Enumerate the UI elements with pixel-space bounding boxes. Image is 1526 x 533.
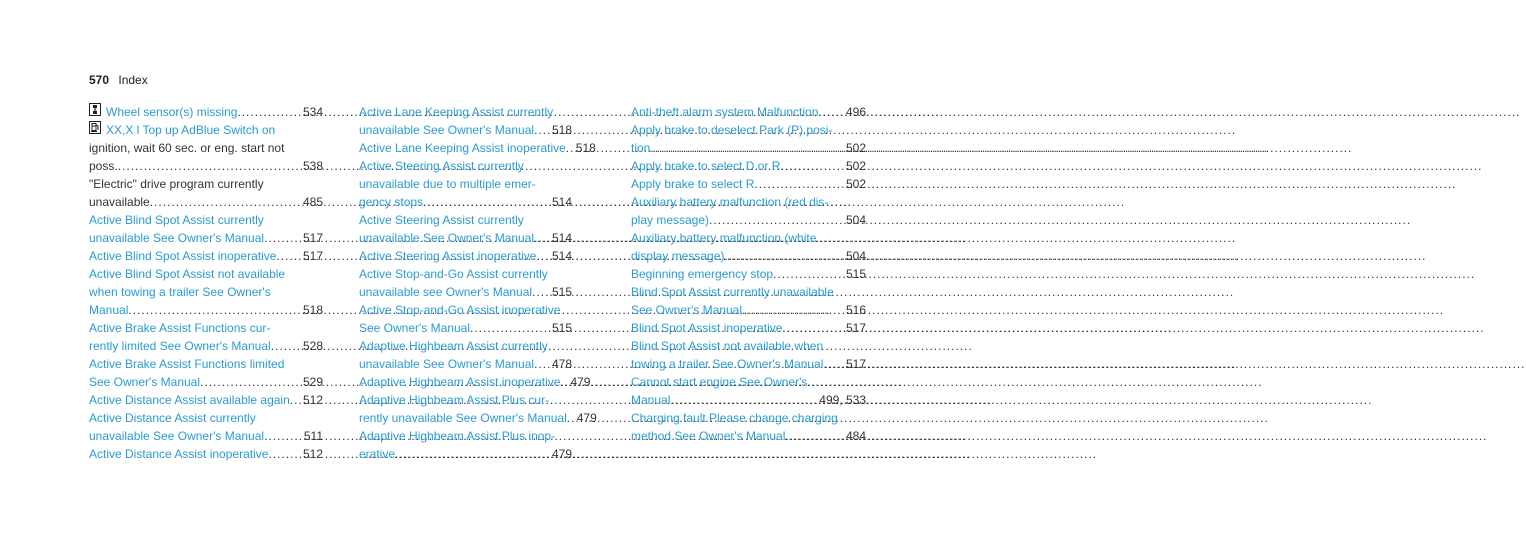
index-entry-text[interactable]: See Owner's Manual bbox=[89, 375, 201, 389]
index-entry-text[interactable]: Active Steering Assist inoperative bbox=[359, 249, 537, 263]
index-entry-text[interactable]: Active Steering Assist currently bbox=[359, 159, 524, 173]
index-entry-line bbox=[359, 247, 572, 265]
index-entry-line bbox=[631, 211, 866, 229]
index-entry-line bbox=[89, 319, 323, 337]
index-entry-text[interactable]: Cannot start engine See Owner's bbox=[631, 375, 808, 389]
index-entry-line bbox=[89, 193, 323, 211]
index-entry[interactable] bbox=[89, 445, 323, 463]
index-entry-line bbox=[89, 409, 323, 427]
index-entry-line bbox=[89, 427, 323, 445]
index-entry-line bbox=[89, 265, 323, 283]
index-entry-text[interactable]: display message) bbox=[631, 249, 725, 263]
index-entry-line bbox=[359, 355, 572, 373]
index-entry-line bbox=[631, 229, 866, 247]
index-entry[interactable] bbox=[89, 121, 323, 175]
index-entry-text[interactable]: Active Blind Spot Assist not available bbox=[89, 267, 286, 281]
index-entry-text[interactable]: Active Stop-and-Go Assist currently bbox=[359, 267, 548, 281]
index-page-number[interactable]: 484 bbox=[845, 429, 866, 443]
index-page-number[interactable]: 518 bbox=[551, 123, 572, 137]
index-entry-text[interactable]: unavailable See Owner's Manual bbox=[89, 429, 265, 443]
index-entry-text[interactable]: Active Distance Assist available again bbox=[89, 393, 290, 407]
index-page-number[interactable]: 517 bbox=[302, 249, 323, 263]
index-entry[interactable] bbox=[631, 265, 866, 283]
index-page-number[interactable]: 534 bbox=[302, 105, 323, 119]
index-entry-text[interactable]: Active Distance Assist inoperative bbox=[89, 447, 269, 461]
index-entry-line bbox=[89, 391, 323, 409]
index-entry-line bbox=[359, 139, 596, 157]
index-entry-line bbox=[89, 211, 323, 229]
dot-leader bbox=[754, 175, 842, 193]
index-entry-line bbox=[631, 301, 866, 319]
dot-leader bbox=[268, 445, 299, 463]
index-entry-line bbox=[359, 319, 572, 337]
dot-leader bbox=[276, 247, 299, 265]
index-entry-line bbox=[359, 337, 572, 355]
index-entry-text[interactable]: Active Distance Assist currently bbox=[89, 411, 256, 425]
index-entry-line bbox=[359, 265, 572, 283]
dot-leader bbox=[536, 247, 548, 265]
index-entry[interactable] bbox=[631, 409, 866, 445]
index-entry-text[interactable]: Manual bbox=[631, 393, 671, 407]
index-entry-text[interactable]: unavailable See Owner's Manual bbox=[359, 231, 535, 245]
dot-leader bbox=[534, 355, 548, 373]
index-entry-line bbox=[631, 319, 866, 337]
index-entry-text[interactable]: Apply brake to deselect Park (P) posi- bbox=[631, 123, 833, 137]
index-entry-line bbox=[631, 193, 866, 211]
index-entry-text[interactable]: erative bbox=[359, 447, 396, 461]
index-page-number[interactable]: 514 bbox=[551, 231, 572, 245]
index-page-number[interactable]: 515 bbox=[551, 321, 572, 335]
index-column-2 bbox=[359, 103, 597, 463]
index-entry-text[interactable]: rently limited See Owner's Manual bbox=[89, 339, 271, 353]
index-page-number[interactable]: 517 bbox=[845, 321, 866, 335]
index-entry-text[interactable]: unavailable See Owner's Manual bbox=[359, 123, 535, 137]
index-page-number[interactable]: 529 bbox=[302, 375, 323, 389]
index-entry[interactable] bbox=[89, 247, 323, 265]
index-entry-text[interactable]: unavailable see Owner's Manual bbox=[359, 285, 533, 299]
index-entry-line bbox=[359, 301, 572, 319]
index-entry-line bbox=[631, 283, 866, 301]
index-entry-line bbox=[89, 373, 323, 391]
index-entry[interactable] bbox=[359, 427, 572, 463]
index-entry-text[interactable]: XX,X l Top up AdBlue Switch on bbox=[106, 123, 276, 137]
index-entry-line bbox=[631, 175, 866, 193]
dot-leader bbox=[773, 265, 842, 283]
index-entry-text[interactable]: Apply brake to select D or R bbox=[631, 159, 781, 173]
index-entry-text[interactable]: rently unavailable See Owner's Manual bbox=[359, 411, 567, 425]
index-entry-text[interactable]: Active Blind Spot Assist inoperative bbox=[89, 249, 277, 263]
index-entry[interactable] bbox=[89, 265, 323, 319]
index-entry-line bbox=[631, 409, 866, 427]
index-entry-line bbox=[359, 409, 597, 427]
index-entry[interactable] bbox=[631, 103, 866, 121]
dot-leader bbox=[128, 301, 299, 319]
index-entry-line bbox=[359, 193, 572, 211]
index-page-number[interactable]: 479 bbox=[551, 447, 572, 461]
index-entry-text[interactable]: unavailable See Owner's Manual bbox=[89, 231, 265, 245]
index-entry[interactable] bbox=[89, 391, 323, 409]
index-entry-text[interactable]: Blind Spot Assist inoperative bbox=[631, 321, 783, 335]
dot-leader bbox=[534, 121, 548, 139]
index-page-number[interactable]: 512 bbox=[302, 447, 323, 461]
dot-leader bbox=[782, 319, 842, 337]
index-entry-text[interactable]: "Electric" drive program currently bbox=[89, 177, 264, 191]
index-entry-line bbox=[359, 175, 572, 193]
index-entry-text[interactable]: Charging fault Please change charging bbox=[631, 411, 838, 425]
index-entry[interactable] bbox=[631, 373, 866, 409]
index-entry-line bbox=[631, 247, 866, 265]
dot-leader bbox=[818, 103, 842, 121]
index-page-number[interactable]: 479 bbox=[576, 411, 597, 425]
dot-leader bbox=[395, 445, 548, 463]
index-entry-line bbox=[359, 121, 572, 139]
index-entry[interactable] bbox=[359, 211, 572, 247]
dot-leader bbox=[534, 229, 548, 247]
index-page-number[interactable]: 514 bbox=[551, 249, 572, 263]
index-entry-line bbox=[359, 283, 572, 301]
dot-leader bbox=[264, 229, 299, 247]
page-header bbox=[89, 71, 148, 89]
index-entry-line bbox=[89, 157, 323, 175]
index-entry-line bbox=[89, 175, 323, 193]
index-entry-text[interactable]: Wheel sensor(s) missing bbox=[106, 105, 238, 119]
index-entry[interactable] bbox=[89, 355, 323, 391]
index-entry-line bbox=[89, 139, 323, 157]
dot-leader bbox=[742, 301, 842, 319]
dot-leader bbox=[423, 193, 548, 211]
index-entry[interactable] bbox=[631, 193, 866, 229]
index-entry-line bbox=[631, 139, 866, 157]
index-entry-text[interactable]: Adaptive Highbeam Assist Plus cur- bbox=[359, 393, 550, 407]
index-page-number[interactable]: 504 bbox=[845, 249, 866, 263]
index-page-number[interactable]: 499, 533 bbox=[819, 393, 866, 407]
index-entry-text[interactable]: play message) bbox=[631, 213, 710, 227]
index-column-1 bbox=[89, 103, 323, 463]
index-entry-line bbox=[631, 373, 866, 391]
index-page-number[interactable]: 502 bbox=[845, 177, 866, 191]
index-entry[interactable] bbox=[631, 157, 866, 175]
index-entry[interactable] bbox=[359, 265, 572, 301]
index-entry[interactable] bbox=[631, 337, 866, 373]
index-entry-text[interactable]: unavailable due to multiple emer- bbox=[359, 177, 536, 191]
index-entry-text[interactable]: See Owner's Manual bbox=[631, 303, 743, 317]
index-entry-line bbox=[631, 391, 866, 409]
index-entry[interactable] bbox=[359, 337, 572, 373]
index-entry-line bbox=[359, 103, 572, 121]
index-entry-line bbox=[631, 121, 866, 139]
index-entry[interactable] bbox=[359, 157, 572, 211]
index-entry-text[interactable]: Active Blind Spot Assist currently bbox=[89, 213, 264, 227]
dot-leader bbox=[237, 103, 299, 121]
index-entry-text[interactable]: unavailable bbox=[89, 195, 150, 209]
section-title: Index bbox=[118, 73, 148, 87]
index-page-number[interactable]: 518 bbox=[302, 303, 323, 317]
index-entry-line bbox=[359, 445, 572, 463]
dot-leader bbox=[780, 157, 842, 175]
dot-leader bbox=[200, 373, 299, 391]
index-entry-text[interactable]: Adaptive Highbeam Assist Plus inop- bbox=[359, 429, 556, 443]
index-entry-text[interactable]: Blind Spot Assist currently unavailable bbox=[631, 285, 834, 299]
dot-leader bbox=[150, 193, 299, 211]
index-entry[interactable] bbox=[631, 175, 866, 193]
dot-leader bbox=[532, 283, 548, 301]
index-entry-text[interactable]: ignition, wait 60 sec. or eng. start not bbox=[89, 141, 285, 155]
index-entry-line bbox=[359, 373, 591, 391]
adblue-fuel-pump-icon bbox=[89, 121, 101, 134]
index-entry-text[interactable]: Active Stop-and-Go Assist inoperative bbox=[359, 303, 561, 317]
index-page-number[interactable]: 518 bbox=[575, 141, 596, 155]
index-page-number[interactable]: 504 bbox=[845, 213, 866, 227]
index-page-number[interactable]: 511 bbox=[303, 429, 323, 443]
index-entry-line bbox=[359, 391, 572, 409]
index-entry-line bbox=[89, 229, 323, 247]
index-entry-text[interactable]: Apply brake to select R bbox=[631, 177, 755, 191]
index-entry-line bbox=[359, 229, 572, 247]
index-entry-line bbox=[89, 355, 323, 373]
index-entry-text[interactable]: Active Brake Assist Functions limited bbox=[89, 357, 285, 371]
index-entry-text[interactable]: Active Lane Keeping Assist inoperative bbox=[359, 141, 566, 155]
index-page-number[interactable]: 515 bbox=[845, 267, 866, 281]
index-entry-text[interactable]: gency stops bbox=[359, 195, 424, 209]
index-entry[interactable] bbox=[631, 121, 866, 157]
index-entry[interactable] bbox=[89, 319, 323, 355]
index-page-number[interactable]: 496 bbox=[845, 105, 866, 119]
index-entry-text[interactable]: Manual bbox=[89, 303, 129, 317]
index-entry-line bbox=[631, 157, 866, 175]
dot-leader bbox=[785, 427, 842, 445]
index-entry-line bbox=[89, 445, 323, 463]
index-entry[interactable] bbox=[359, 373, 591, 391]
index-page-number[interactable]: 514 bbox=[551, 195, 572, 209]
index-entry-text[interactable]: Anti-theft alarm system Malfunction bbox=[631, 105, 819, 119]
index-entry[interactable] bbox=[359, 247, 572, 265]
index-entry-line bbox=[631, 427, 866, 445]
index-entry[interactable] bbox=[359, 103, 572, 139]
index-entry-text[interactable]: tion bbox=[631, 141, 651, 155]
index-entry-text[interactable]: See Owner's Manual bbox=[359, 321, 471, 335]
index-entry-text[interactable]: Active Lane Keeping Assist currently bbox=[359, 105, 554, 119]
dot-leader bbox=[670, 391, 815, 409]
index-page-number[interactable]: 478 bbox=[551, 357, 572, 371]
index-page-number[interactable]: 502 bbox=[845, 159, 866, 173]
index-entry[interactable] bbox=[89, 103, 323, 121]
index-entry-line bbox=[89, 301, 323, 319]
dot-leader bbox=[823, 355, 842, 373]
index-page-number[interactable]: 517 bbox=[302, 231, 323, 245]
page-number: 570 bbox=[89, 73, 110, 87]
dot-leader bbox=[709, 211, 842, 229]
index-entry-text[interactable]: Active Steering Assist currently bbox=[359, 213, 524, 227]
index-entry[interactable] bbox=[359, 391, 597, 427]
index-entry-text[interactable]: Auxiliary battery malfunction (red dis- bbox=[631, 195, 829, 209]
index-entry-line bbox=[631, 355, 866, 373]
index-page-number[interactable]: 515 bbox=[551, 285, 572, 299]
index-entry[interactable] bbox=[359, 301, 572, 337]
index-page-number[interactable]: 517 bbox=[845, 357, 866, 371]
index-entry-line bbox=[631, 337, 866, 355]
dot-leader bbox=[290, 391, 299, 409]
index-page-number[interactable]: 485 bbox=[302, 195, 323, 209]
index-page-number[interactable]: 528 bbox=[302, 339, 323, 353]
index-entry-line bbox=[631, 103, 866, 121]
dot-leader bbox=[271, 337, 299, 355]
index-entry[interactable] bbox=[89, 409, 323, 445]
index-entry-text[interactable]: towing a trailer See Owner's Manual bbox=[631, 357, 824, 371]
index-entry-line bbox=[89, 337, 323, 355]
index-entry-text[interactable]: Auxiliary battery malfunction (white bbox=[631, 231, 817, 245]
index-column-3 bbox=[631, 103, 866, 445]
index-entry-text[interactable]: when towing a trailer See Owner's bbox=[89, 285, 271, 299]
index-entry-line bbox=[631, 265, 866, 283]
wheel-sensor-warning-icon bbox=[89, 103, 101, 116]
index-entry[interactable] bbox=[89, 175, 323, 211]
index-entry-text[interactable]: Adaptive Highbeam Assist currently bbox=[359, 339, 548, 353]
index-entry[interactable] bbox=[631, 283, 866, 319]
dot-leader bbox=[470, 319, 548, 337]
index-entry[interactable] bbox=[89, 211, 323, 247]
index-entry-line bbox=[359, 157, 572, 175]
index-entry-line bbox=[89, 283, 323, 301]
index-entry-text[interactable]: method See Owner's Manual bbox=[631, 429, 786, 443]
index-entry[interactable] bbox=[359, 139, 596, 157]
index-entry-text[interactable]: Beginning emergency stop bbox=[631, 267, 774, 281]
index-entry-line bbox=[359, 211, 572, 229]
dot-leader bbox=[264, 427, 300, 445]
index-entry[interactable] bbox=[631, 319, 866, 337]
index-entry[interactable] bbox=[631, 229, 866, 265]
index-page-number[interactable]: 512 bbox=[302, 393, 323, 407]
index-page-number[interactable]: 538 bbox=[302, 159, 323, 173]
index-entry-line bbox=[89, 247, 323, 265]
dot-leader bbox=[650, 139, 842, 157]
index-entry-text[interactable]: poss. bbox=[89, 159, 118, 173]
index-entry-line bbox=[89, 103, 323, 121]
index-entry-text[interactable]: Blind Spot Assist not available when bbox=[631, 339, 824, 353]
index-entry-line bbox=[89, 121, 323, 139]
index-page-number[interactable]: 479 bbox=[570, 375, 591, 389]
dot-leader bbox=[118, 157, 299, 175]
index-page-number[interactable]: 502 bbox=[845, 141, 866, 155]
index-page-number[interactable]: 516 bbox=[845, 303, 866, 317]
index-entry-text[interactable]: Active Brake Assist Functions cur- bbox=[89, 321, 271, 335]
index-entry-text[interactable]: unavailable See Owner's Manual bbox=[359, 357, 535, 371]
index-entry-text[interactable]: Adaptive Highbeam Assist inoperative bbox=[359, 375, 561, 389]
index-entry-line bbox=[359, 427, 572, 445]
dot-leader bbox=[724, 247, 842, 265]
